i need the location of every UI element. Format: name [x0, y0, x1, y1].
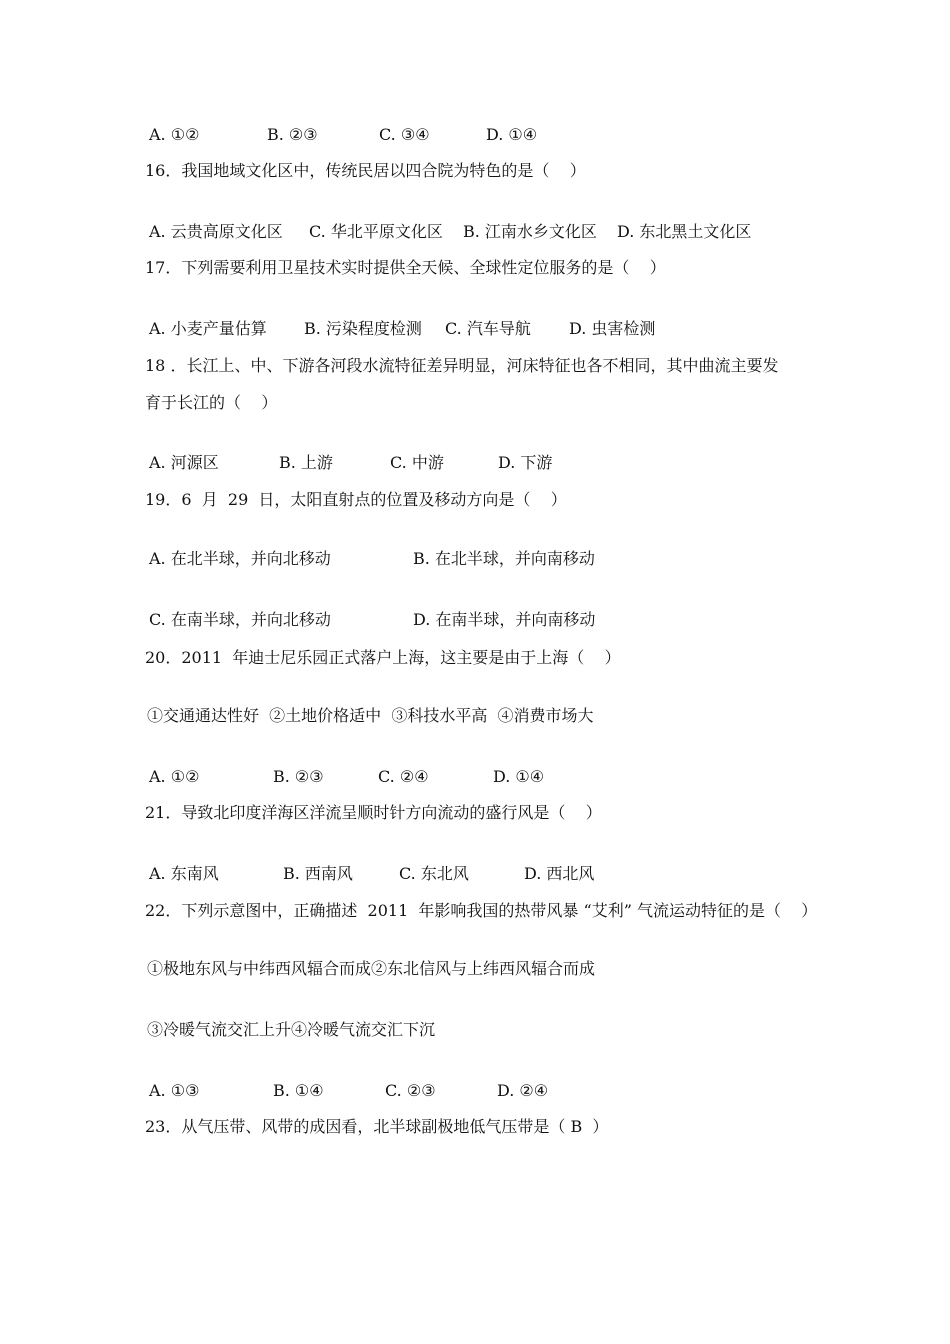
option-a: A. 小麦产量估算	[149, 319, 267, 338]
option-a: A. ①②	[149, 767, 200, 786]
option-a: A. ①③	[149, 1081, 200, 1100]
option-b: B. 西南风	[283, 864, 353, 883]
option-b: B. ①④	[273, 1081, 324, 1100]
option-a: A. ①②	[149, 125, 200, 144]
option-c: C. 在南半球，并向北移动	[149, 610, 331, 629]
option-d: D. 东北黑土文化区	[617, 222, 752, 241]
options-row	[149, 767, 544, 787]
question-21: 21．导致北印度洋海区洋流呈顺时针方向流动的盛行风是（ ）	[145, 803, 602, 822]
statement-list: ①交通通达性好 ②土地价格适中 ③科技水平高 ④消费市场大	[147, 706, 594, 725]
options-row	[149, 125, 537, 145]
option-b: B. 污染程度检测	[304, 319, 422, 338]
option-b: B. ②③	[267, 125, 318, 144]
question-19: 19．6 月 29 日，太阳直射点的位置及移动方向是（ ）	[145, 490, 567, 509]
options-row	[149, 1081, 548, 1101]
option-a: A. 河源区	[149, 453, 219, 472]
option-c: C. 中游	[390, 453, 444, 472]
option-a: A. 云贵高原文化区	[149, 222, 283, 241]
question-18-cont: 育于长江的（ ）	[145, 393, 278, 412]
option-a: A. 东南风	[149, 864, 219, 883]
question-18: 18 ．长江上、中、下游各河段水流特征差异明显，河床特征也各不相同，其中曲流主要发	[145, 356, 779, 375]
option-b: B. ②③	[273, 767, 324, 786]
option-d: D. ②④	[497, 1081, 549, 1100]
option-b: B. 上游	[279, 453, 333, 472]
option-d: D. 虫害检测	[569, 319, 656, 338]
statement-list: ①极地东风与中纬西风辐合而成②东北信风与上纬西风辐合而成	[147, 959, 596, 978]
statement-list: ③冷暖气流交汇上升④冷暖气流交汇下沉	[147, 1020, 436, 1039]
options-row	[149, 864, 594, 884]
options-row	[149, 222, 751, 242]
options-row	[149, 319, 655, 339]
option-c: C. 华北平原文化区	[309, 222, 443, 241]
question-20: 20．2011 年迪士尼乐园正式落户上海，这主要是由于上海（ ）	[145, 648, 621, 667]
option-c: C. ②④	[378, 767, 429, 786]
option-a: A. 在北半球，并向北移动	[149, 549, 331, 568]
options-row	[149, 549, 595, 569]
option-d: D. 下游	[498, 453, 553, 472]
question-17: 17．下列需要利用卫星技术实时提供全天候、全球性定位服务的是（ ）	[145, 258, 666, 277]
option-c: C. 汽车导航	[445, 319, 531, 338]
option-d: D. ①④	[493, 767, 545, 786]
option-b: B. 在北半球，并向南移动	[413, 549, 595, 568]
option-c: C. 东北风	[399, 864, 469, 883]
option-d: D. 西北风	[524, 864, 595, 883]
option-b: B. 江南水乡文化区	[463, 222, 597, 241]
question-23: 23．从气压带、风带的成因看，北半球副极地低气压带是（ B ）	[145, 1117, 609, 1136]
option-d: D. ①④	[486, 125, 538, 144]
options-row	[149, 610, 595, 630]
option-c: C. ②③	[385, 1081, 436, 1100]
option-c: C. ③④	[379, 125, 430, 144]
options-row	[149, 453, 552, 473]
question-22: 22．下列示意图中，正确描述 2011 年影响我国的热带风暴 “艾利” 气流运动特征的是（ ）	[145, 901, 818, 920]
question-16: 16．我国地域文化区中，传统民居以四合院为特色的是（ ）	[145, 161, 586, 180]
option-d: D. 在南半球，并向南移动	[413, 610, 596, 629]
